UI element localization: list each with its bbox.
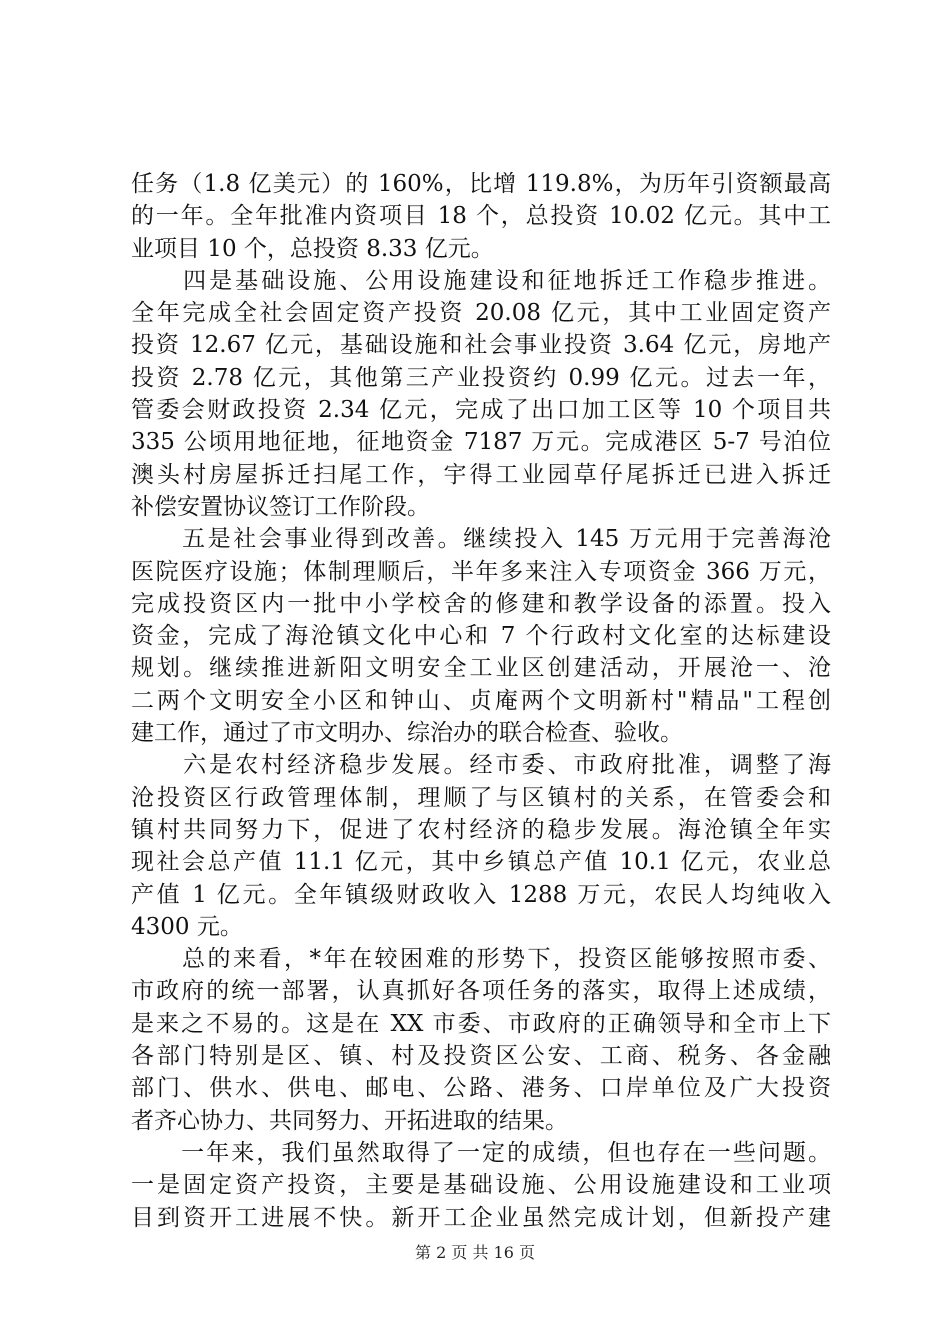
text-line: 管委会财政投资 2.34 亿元，完成了出口加工区等 10 个项目共 bbox=[131, 397, 831, 424]
page-number-footer: 第 2 页 共 16 页 bbox=[415, 1243, 535, 1262]
text-line: 投资 2.78 亿元，其他第三产业投资约 0.99 亿元。过去一年， bbox=[131, 364, 831, 391]
text-line: 的一年。全年批准内资项目 18 个，总投资 10.02 亿元。其中工 bbox=[131, 203, 831, 230]
text-line: 市政府的统一部署，认真抓好各项任务的落实，取得上述成绩， bbox=[131, 978, 831, 1005]
text-line: 投资 12.67 亿元，基础设施和社会事业投资 3.64 亿元，房地产 bbox=[131, 332, 831, 359]
text-line: 医院医疗设施；体制理顺后，半年多来注入专项资金 366 万元， bbox=[131, 558, 831, 585]
text-line: 任务（1.8 亿美元）的 160%，比增 119.8%，为历年引资额最高 bbox=[131, 171, 831, 197]
text-line: 一是固定资产投资，主要是基础设施、公用设施建设和工业项 bbox=[131, 1172, 831, 1199]
text-line: 现社会总产值 11.1 亿元，其中乡镇总产值 10.1 亿元，农业总 bbox=[131, 849, 831, 876]
text-line: 335 公顷用地征地，征地资金 7187 万元。完成港区 5-7 号泊位 bbox=[131, 429, 831, 456]
text-line: 产值 1 亿元。全年镇级财政收入 1288 万元，农民人均纯收入 bbox=[131, 881, 831, 908]
text-line: 澳头村房屋拆迁扫尾工作，宇得工业园草仔尾拆迁已进入拆迁 bbox=[131, 461, 831, 488]
text-line: 是来之不易的。这是在 XX 市委、市政府的正确领导和全市上下 bbox=[131, 1010, 831, 1037]
text-line: 资金，完成了海沧镇文化中心和 7 个行政村文化室的达标建设 bbox=[131, 623, 831, 650]
text-line: 规划。继续推进新阳文明安全工业区创建活动，开展沧一、沧 bbox=[131, 655, 831, 682]
text-line: 一年来，我们虽然取得了一定的成绩，但也存在一些问题。 bbox=[131, 1139, 831, 1166]
text-line: 四是基础设施、公用设施建设和征地拆迁工作稳步推进。 bbox=[131, 267, 831, 294]
text-line: 沧投资区行政管理体制，理顺了与区镇村的关系，在管委会和 bbox=[131, 784, 831, 811]
text-line: 总的来看，*年在较困难的形势下，投资区能够按照市委、 bbox=[131, 946, 831, 973]
text-line: 二两个文明安全小区和钟山、贞庵两个文明新村"精品"工程创 bbox=[131, 687, 831, 714]
text-line: 目到资开工进展不快。新开工企业虽然完成计划，但新投产建 bbox=[131, 1204, 831, 1231]
text-line: 补偿安置协议签订工作阶段。 bbox=[131, 493, 430, 520]
text-line: 者齐心协力、共同努力、开拓进取的结果。 bbox=[131, 1107, 568, 1134]
text-line: 镇村共同努力下，促进了农村经济的稳步发展。海沧镇全年实 bbox=[131, 816, 831, 843]
text-line: 建工作，通过了市文明办、综治办的联合检查、验收。 bbox=[131, 720, 683, 747]
text-line: 五是社会事业得到改善。继续投入 145 万元用于完善海沧 bbox=[131, 526, 831, 553]
text-line: 完成投资区内一批中小学校舍的修建和教学设备的添置。投入 bbox=[131, 590, 831, 617]
text-line: 部门、供水、供电、邮电、公路、港务、口岸单位及广大投资 bbox=[131, 1075, 831, 1102]
text-line: 六是农村经济稳步发展。经市委、市政府批准，调整了海 bbox=[131, 752, 831, 779]
text-line: 全年完成全社会固定资产投资 20.08 亿元，其中工业固定资产 bbox=[131, 300, 831, 327]
body-text bbox=[131, 168, 831, 1234]
text-line: 业项目 10 个，总投资 8.33 亿元。 bbox=[131, 235, 494, 262]
text-line: 4300 元。 bbox=[131, 913, 243, 940]
text-line: 各部门特别是区、镇、村及投资区公安、工商、税务、各金融 bbox=[131, 1043, 831, 1070]
